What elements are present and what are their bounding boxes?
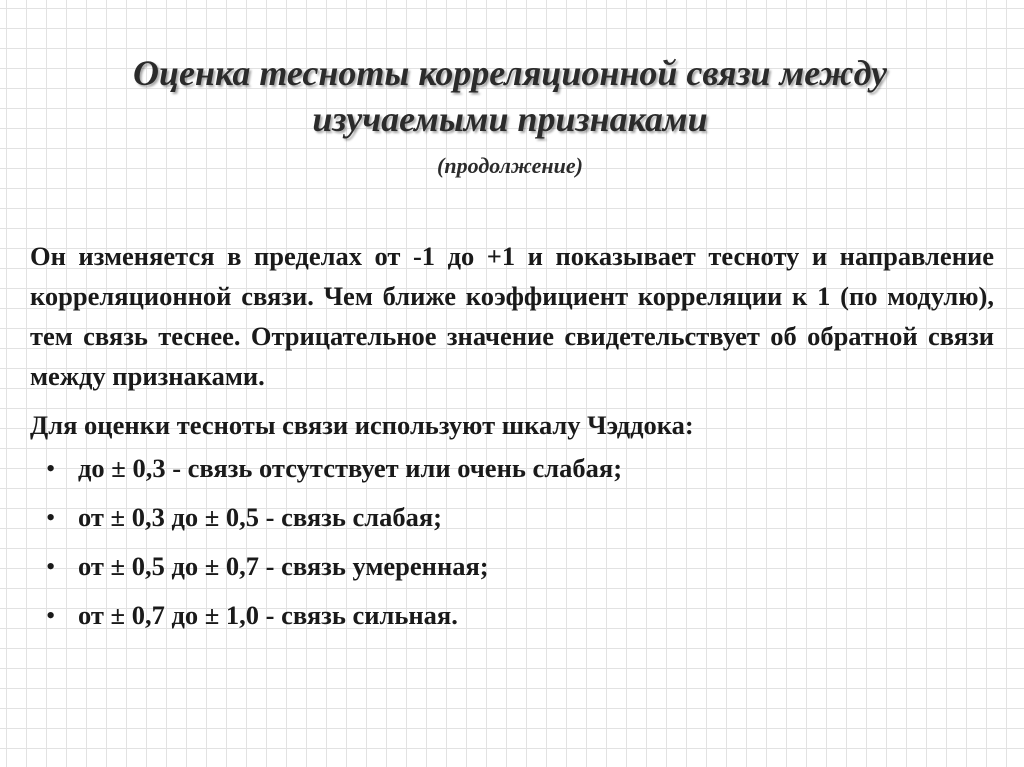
slide-title-line-1: Оценка тесноты корреляционной связи между (133, 53, 887, 93)
list-item-text: от ± 0,3 до ± 0,5 - связь слабая; (78, 502, 442, 532)
slide-subtitle: (продолжение) (437, 153, 583, 178)
bullet-icon: • (46, 502, 56, 532)
list-item-text: от ± 0,5 до ± 0,7 - связь умеренная; (78, 551, 489, 581)
slide-title-line-2: изучаемыми признаками (312, 99, 708, 139)
paragraph-chaddock-intro: Для оценки тесноты связи используют шкалу Чэддока: (30, 410, 694, 440)
list-item-text: от ± 0,7 до ± 1,0 - связь сильная. (78, 600, 458, 630)
list-item (30, 546, 994, 586)
slide-body (30, 236, 994, 644)
chaddock-scale-list (30, 448, 994, 635)
list-item (30, 497, 994, 537)
list-item (30, 448, 994, 488)
bullet-icon: • (46, 453, 56, 483)
list-item (30, 595, 994, 635)
list-item-text: до ± 0,3 - связь отсутствует или очень слабая; (78, 453, 623, 483)
paragraph-definition: Он изменяется в пределах от -1 до +1 и показывает тесноту и направление корреляционной связи. Чем ближе коэффициент корреляции к 1 (по модулю), тем связь теснее. Отрицательное значение свидетельствует об обратной связи между признаками. (30, 241, 994, 391)
bullet-icon: • (46, 600, 56, 630)
slide-title (40, 50, 980, 142)
bullet-icon: • (46, 551, 56, 581)
